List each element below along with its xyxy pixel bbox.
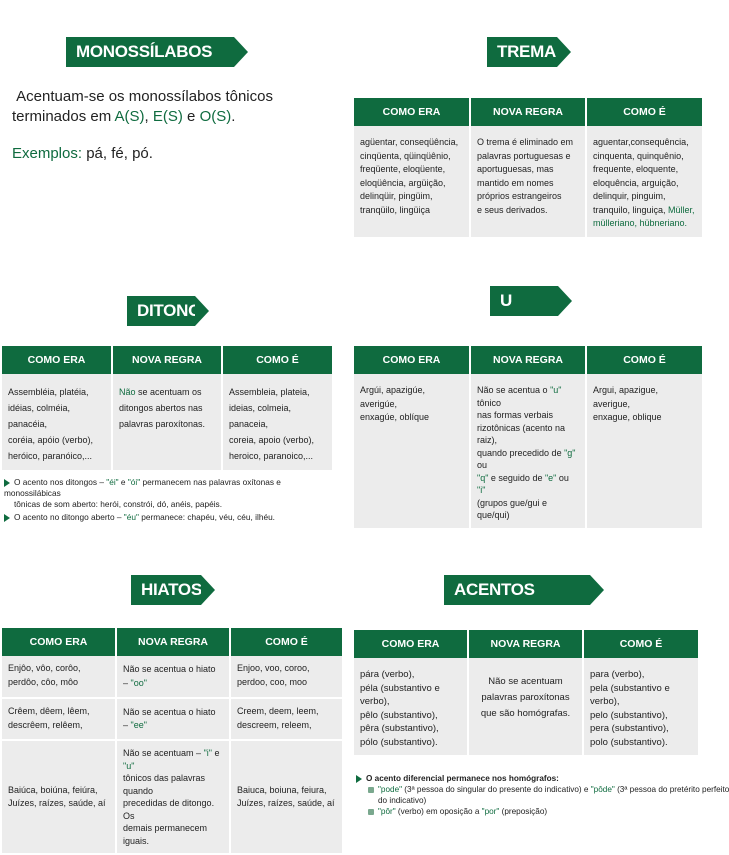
hiatos-row2-como-e: Creem, deem, leem, descreem, releem, [230, 698, 342, 740]
u-tonico-nova-regra: Não se acentua o "u" tônico nas formas verbais rizotônicas (acento na raiz), quando precedido de "g" ou "q" e seguido de "e" ou "i" (grupos gue/gui e que/qui) [470, 374, 586, 529]
hiatos-row1-nova-regra: Não se acentua o hiato – "oo" [116, 656, 230, 698]
u-tonico-banner: U TÔNICO [490, 286, 558, 316]
trema-table [354, 98, 702, 239]
monossilabos-text: Acentuam-se os monossílabos tônicos terminados em A(S), E(S) e O(S). [12, 88, 273, 125]
hiatos-row3-como-era: Baiúca, boiúna, feiúra, Juízes, raízes, saúde, aí [2, 740, 116, 854]
trema-nova-regra: O trema é eliminado em palavras portuguesas e aportuguesas, mas mantido em nomes próprios estrangeiros e seus derivados. [470, 126, 586, 238]
trema-banner: TREMA [487, 37, 557, 67]
diferenciais-nova-regra: Não se acentuam palavras paroxítonas que são homógrafas. [468, 658, 583, 756]
hiatos-banner: HIATOS [131, 575, 201, 605]
diferenciais-header-nova-regra: NOVA REGRA [468, 630, 583, 658]
hiatos-row3-nova-regra: Não se acentuam – "i" e "u" tônicos das palavras quando precedidas de ditongo. Os demais permanecem iguais. [116, 740, 230, 854]
monossilabos-banner: MONOSSÍLABOS TÔNICOS [66, 37, 234, 67]
trema-como-e: aguentar,consequência, cinquenta, quinquênio, frequente, eloquente, eloquência, arguição, delinquir, pinguim, tranquilo, linguiça, Müller, mülleriano, hübneriano. [586, 126, 702, 238]
hiatos-row2-nova-regra: Não se acentua o hiato – "ee" [116, 698, 230, 740]
u-tonico-table [354, 346, 702, 530]
ditongos-header-nova-regra: NOVA REGRA [112, 346, 222, 374]
bullet-icon [368, 809, 374, 815]
ditongos-note-2: O acento no ditongo aberto – "éu" permanece: chapéu, véu, céu, ilhéu. [4, 512, 334, 523]
diferenciais-como-e: para (verbo), pela (substantivo e verbo), pelo (substantivo), pera (substantivo), polo (substantivo). [583, 658, 698, 756]
hiatos-header-como-era: COMO ERA [2, 628, 116, 656]
hiatos-row1-como-era: Enjôo, vôo, corôo, perdôo, côo, môo [2, 656, 116, 698]
trema-header-como-e: COMO É [586, 98, 702, 126]
diferenciais-notes: O acento diferencial permanece nos homógrafos: "pode" (3ª pessoa do singular do presente do indicativo) e "pôde" (3ª pessoa do pretérito perfeito do indicativo) "pôr" (verbo) em oposição a "por" (preposição) [356, 773, 708, 817]
u-tonico-header-nova-regra: NOVA REGRA [470, 346, 586, 374]
ditongos-header-como-era: COMO ERA [2, 346, 112, 374]
ditongos-nova-regra: Não se acentuam os ditongos abertos nas palavras paroxítonas. [112, 374, 222, 471]
diferenciais-table [354, 630, 698, 757]
bullet-icon [368, 787, 374, 793]
ditongos-banner: DITONGOS [127, 296, 195, 326]
bullet-icon [4, 514, 10, 522]
diferenciais-header-como-e: COMO É [583, 630, 698, 658]
u-tonico-como-e: Argui, apazigue, averigue, enxague, oblique [586, 374, 702, 529]
trema-header-como-era: COMO ERA [354, 98, 470, 126]
hiatos-header-nova-regra: NOVA REGRA [116, 628, 230, 656]
diferenciais-como-era: pára (verbo), péla (substantivo e verbo), pêlo (substantivo), pêra (substantivo), pólo (substantivo). [354, 658, 468, 756]
hiatos-row2-como-era: Crêem, dêem, lêem, descrêem, relêem, [2, 698, 116, 740]
hiatos-row1-como-e: Enjoo, voo, coroo, perdoo, coo, moo [230, 656, 342, 698]
bullet-icon [356, 775, 362, 783]
hiatos-table [2, 628, 342, 855]
trema-como-era: agüentar, conseqüência, cinqüenta, qüinqüênio, freqüente, eloqüente, eloqüência, argüição, delinqüir, pingüim, tranqüilo, lingüiça [354, 126, 470, 238]
hiatos-header-como-e: COMO É [230, 628, 342, 656]
trema-header-nova-regra: NOVA REGRA [470, 98, 586, 126]
ditongos-como-era: Assembléia, platéia, idéias, colméia, panacéia, coréia, apóio (verbo), heróico, paranóico,... [2, 374, 112, 471]
ditongos-table [2, 346, 332, 472]
ditongos-como-e: Assembleia, plateia, ideias, colmeia, panaceia, coreia, apoio (verbo), heroico, paranoico,... [222, 374, 332, 471]
ditongos-note-1: O acento nos ditongos – "éi" e "ói" permanecem nas palavras oxítonas e monossilábicas tônicas de som aberto: herói, constrói, dó, anéis, papéis. [4, 477, 281, 509]
u-tonico-header-como-era: COMO ERA [354, 346, 470, 374]
diferenciais-banner: ACENTOS DIFERENCIAIS [444, 575, 590, 605]
hiatos-row3-como-e: Baiuca, boiuna, feiura, Juízes, raízes, saúde, aí [230, 740, 342, 854]
bullet-icon [4, 479, 10, 487]
u-tonico-header-como-e: COMO É [586, 346, 702, 374]
diferenciais-header-como-era: COMO ERA [354, 630, 468, 658]
ditongos-header-como-e: COMO É [222, 346, 332, 374]
monossilabos-exemplos: Exemplos: pá, fé, pó. [12, 145, 153, 162]
u-tonico-como-era: Argúi, apazigúe, averigúe, enxagúe, oblíque [354, 374, 470, 529]
